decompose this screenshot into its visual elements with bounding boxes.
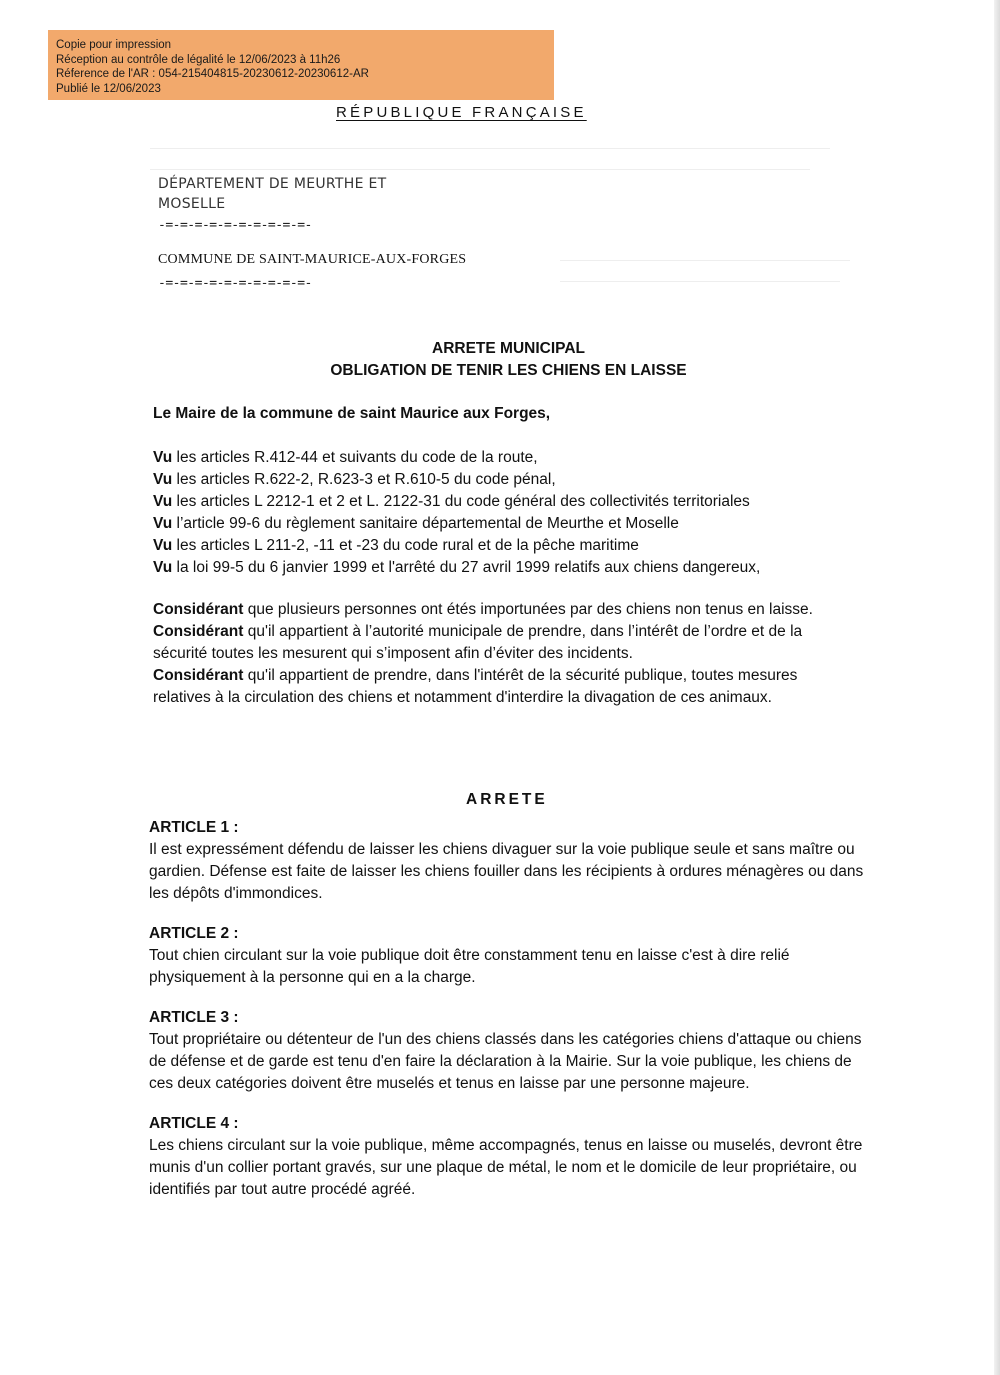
vu-keyword: Vu bbox=[153, 449, 173, 466]
department-name bbox=[158, 174, 387, 214]
vu-text: les articles L 2212-1 et 2 et L. 2122-31 du code général des collectivités territoriales bbox=[172, 493, 750, 510]
article-3 bbox=[149, 1007, 869, 1095]
article-2 bbox=[149, 923, 869, 989]
article-4 bbox=[149, 1113, 869, 1201]
department-line: MOSELLE bbox=[158, 196, 226, 212]
considerant-item bbox=[153, 665, 853, 709]
considerant-keyword: Considérant bbox=[153, 667, 244, 684]
vu-item bbox=[153, 513, 853, 535]
vu-item bbox=[153, 447, 853, 469]
stamp-line: Réception au contrôle de légalité le 12/06/2023 à 11h26 bbox=[56, 53, 341, 66]
commune-name: COMMUNE DE SAINT-MAURICE-AUX-FORGES bbox=[158, 252, 467, 267]
scan-edge bbox=[994, 0, 1000, 1375]
considerant-text: qu'il appartient de prendre, dans l'intérêt de la sécurité publique, toutes mesures relatives à la circulation des chiens et notamment d'interdire la divagation de ces animaux. bbox=[153, 667, 798, 706]
article-title: ARTICLE 1 : bbox=[149, 819, 239, 836]
article-text: Tout propriétaire ou détenteur de l'un des chiens classés dans les catégories chiens d'attaque ou chiens de défense et de garde est tenu d'en faire la déclaration à la Mairie. Sur la voie publique, les chiens de ces deux catégories doivent être muselés et tenus en laisse par une personne majeure. bbox=[149, 1031, 862, 1092]
considerant-item bbox=[153, 621, 853, 665]
considerant-text: qu'il appartient à l’autorité municipale de prendre, dans l’intérêt de l’ordre et de la sécurité toutes les mesurent qui s’imposent afin d’éviter des incidents. bbox=[153, 623, 803, 662]
stamp-line: Réference de l'AR : 054-215404815-20230612-20230612-AR bbox=[56, 68, 369, 80]
vu-item bbox=[153, 491, 853, 513]
arrete-heading: ARRETE bbox=[466, 791, 548, 808]
articles-list bbox=[149, 817, 869, 1219]
separator-line: -=-=-=-=-=-=-=-=-=-=- bbox=[158, 276, 312, 291]
vu-text: les articles L 211-2, -11 et -23 du code rural et de la pêche maritime bbox=[172, 537, 639, 554]
vu-item bbox=[153, 535, 853, 557]
vu-item bbox=[153, 557, 853, 579]
preamble bbox=[153, 403, 853, 709]
vu-text: les articles R.412-44 et suivants du code de la route, bbox=[172, 449, 538, 466]
stamp-line: Publié le 12/06/2023 bbox=[56, 82, 161, 95]
maire-line: Le Maire de la commune de saint Maurice aux Forges, bbox=[153, 405, 551, 422]
article-title: ARTICLE 4 : bbox=[149, 1115, 239, 1132]
vu-keyword: Vu bbox=[153, 471, 173, 488]
vu-keyword: Vu bbox=[153, 559, 173, 576]
document-title bbox=[0, 338, 1000, 382]
title-line: OBLIGATION DE TENIR LES CHIENS EN LAISSE bbox=[330, 362, 687, 379]
considerant-keyword: Considérant bbox=[153, 601, 244, 618]
article-text: Les chiens circulant sur la voie publique, même accompagnés, tenus en laisse ou muselés, devront être munis d'un collier portant gravés, sur une plaque de métal, le nom et le domicile de leur propriétaire, ou identifiés par tout autre procédé agréé. bbox=[149, 1137, 863, 1198]
title-line: ARRETE MUNICIPAL bbox=[432, 340, 585, 357]
stamp-line: Copie pour impression bbox=[56, 39, 172, 51]
vu-text: les articles R.622-2, R.623-3 et R.610-5 du code pénal, bbox=[172, 471, 556, 488]
bleed-through-shadow bbox=[560, 240, 860, 300]
considerant-item bbox=[153, 599, 853, 621]
considerant-text: que plusieurs personnes ont étés importunées par des chiens non tenus en laisse. bbox=[243, 601, 813, 618]
separator-line: -=-=-=-=-=-=-=-=-=-=- bbox=[158, 218, 312, 233]
article-1 bbox=[149, 817, 869, 905]
article-title: ARTICLE 2 : bbox=[149, 925, 239, 942]
article-text: Il est expressément défendu de laisser les chiens divaguer sur la voie publique seule et sans maître ou gardien. Défense est faite de laisser les chiens fouiller dans les récipients à ordures ménagères ou dans les dépôts d'immondices. bbox=[149, 841, 864, 902]
vu-keyword: Vu bbox=[153, 493, 173, 510]
vu-list bbox=[153, 447, 853, 579]
considerant-keyword: Considérant bbox=[153, 623, 244, 640]
vu-text: l’article 99-6 du règlement sanitaire départemental de Meurthe et Moselle bbox=[172, 515, 679, 532]
department-line: DÉPARTEMENT DE MEURTHE ET bbox=[158, 176, 387, 192]
article-text: Tout chien circulant sur la voie publique doit être constamment tenu en laisse c'est à dire relié physiquement à la personne qui en a la charge. bbox=[149, 947, 790, 986]
considerant-list bbox=[153, 599, 853, 709]
vu-text: la loi 99-5 du 6 janvier 1999 et l'arrêté du 27 avril 1999 relatifs aux chiens dangereux, bbox=[172, 559, 761, 576]
vu-item bbox=[153, 469, 853, 491]
vu-keyword: Vu bbox=[153, 537, 173, 554]
vu-keyword: Vu bbox=[153, 515, 173, 532]
legality-stamp bbox=[48, 30, 554, 100]
republic-heading: RÉPUBLIQUE FRANÇAISE bbox=[336, 104, 587, 121]
article-title: ARTICLE 3 : bbox=[149, 1009, 239, 1026]
